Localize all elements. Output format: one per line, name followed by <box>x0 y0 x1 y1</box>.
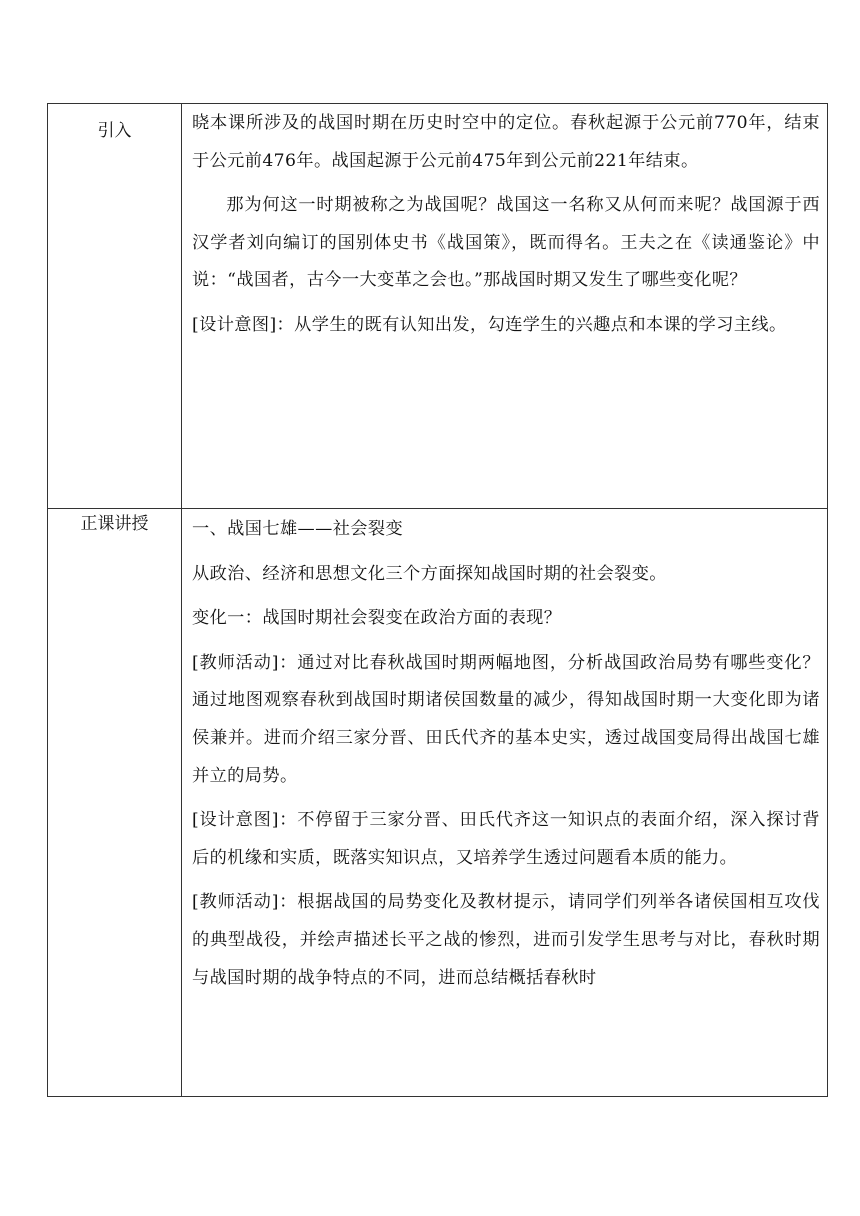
intro-design-intent: [设计意图]：从学生的既有认知出发，勾连学生的兴趣点和本课的学习主线。 <box>192 314 787 335</box>
row-content-cell <box>182 104 828 509</box>
design-intent-1: [设计意图]：不停留于三家分晋、田氏代齐这一知识点的表面介绍，深入探讨背后的机缘和实质，既落实知识点，又培养学生透过问题看本质的能力。 <box>192 810 820 868</box>
lesson-plan-table <box>47 103 828 1097</box>
row-label-cell <box>48 104 182 509</box>
table-row-lecture <box>48 509 828 1097</box>
row-content-cell <box>182 509 828 1097</box>
teacher-activity-1: [教师活动]：通过对比春秋战国时期两幅地图，分析战国政治局势有哪些变化？通过地图观察春秋到战国时期诸侯国数量的减少，得知战国时期一大变化即为诸侯兼并。进而介绍三家分晋、田氏代齐的基本史实，透过战国变局得出战国七雄并立的局势。 <box>192 652 820 786</box>
teacher-activity-2: [教师活动]：根据战国的局势变化及教材提示，请同学们列举各诸侯国相互攻伐的典型战役，并绘声描述长平之战的惨烈，进而引发学生思考与对比，春秋时期与战国时期的战争特点的不同，进而总结概括春秋时 <box>192 892 820 988</box>
section-heading: 一、战国七雄——社会裂变 <box>192 519 404 539</box>
row-label-cell <box>48 509 182 1097</box>
lecture-paragraph-1: 从政治、经济和思想文化三个方面探知战国时期的社会裂变。 <box>192 563 667 584</box>
row-label-lecture: 正课讲授 <box>80 514 149 534</box>
intro-paragraph-2: 那为何这一时期被称之为战国呢？战国这一名称又从何而来呢？战国源于西汉学者刘向编订的国别体史书《战国策》，既而得名。王夫之在《读通鉴论》中说：“战国者，古今一大变革之会也。”那战国时期又发生了哪些变化呢？ <box>192 195 820 291</box>
intro-paragraph-1: 晓本课所涉及的战国时期在历史时空中的定位。春秋起源于公元前770年，结束于公元前476年。战国起源于公元前475年到公元前221年结束。 <box>192 113 820 171</box>
intro-content <box>182 104 827 345</box>
lecture-paragraph-2: 变化一：战国时期社会裂变在政治方面的表现？ <box>192 608 562 629</box>
lecture-content <box>182 509 827 997</box>
row-label-intro: 引入 <box>97 121 132 141</box>
table-row-intro <box>48 104 828 509</box>
